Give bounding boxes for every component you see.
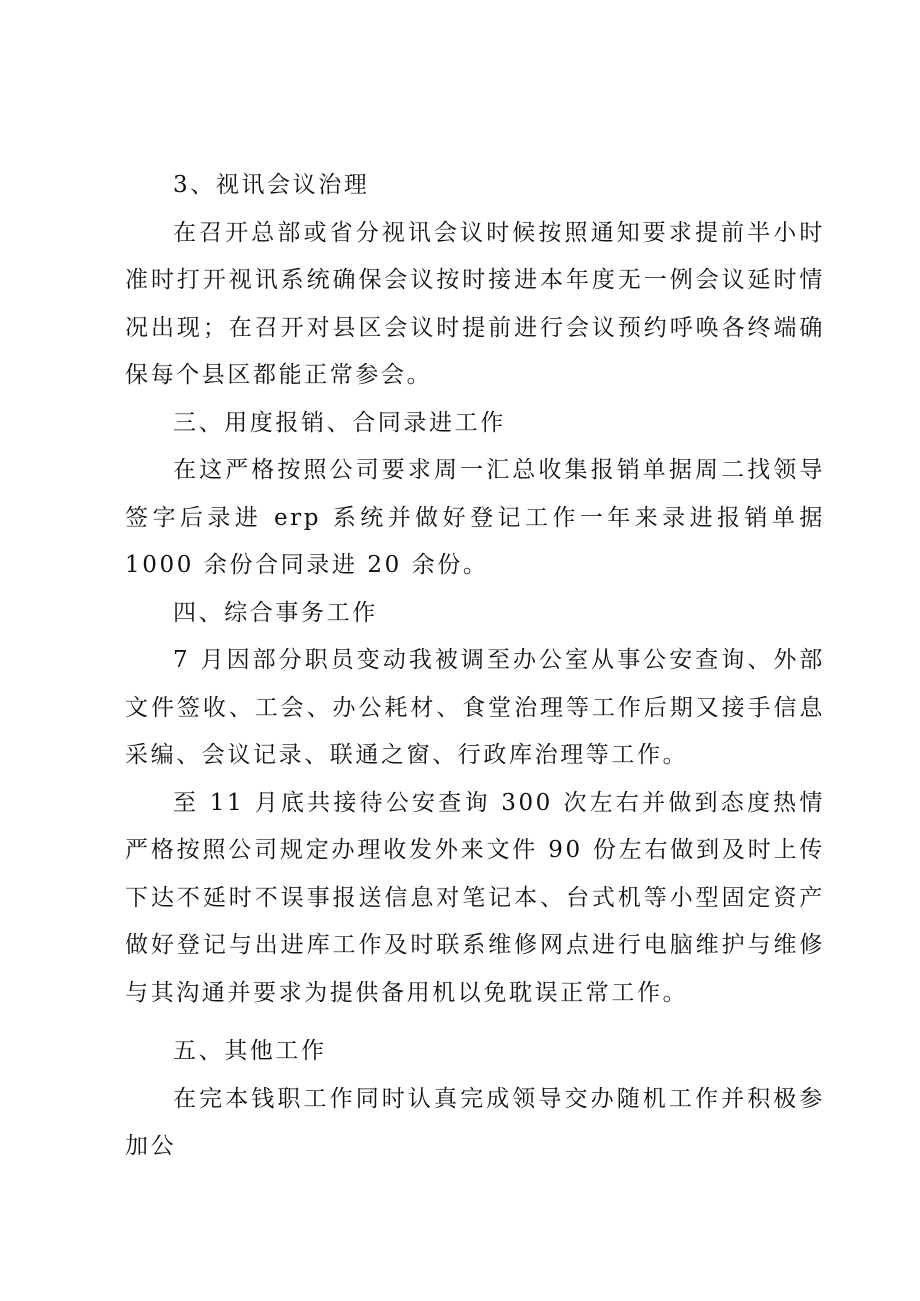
- document-body: [125, 162, 825, 1171]
- paragraph-expense-contract: 在这严格按照公司要求周一汇总收集报销单据周二找领导签字后录进 erp 系统并做好登记工作一年来录进报销单据 1000 余份合同录进 20 余份。: [125, 457, 825, 578]
- section-heading-video-conference: 3、视讯会议治理: [173, 172, 370, 198]
- section-heading-expense-contract: 三、用度报销、合同录进工作: [173, 409, 506, 436]
- paragraph-police-inquiries: 至 11 月底共接待公安查询 300 次左右并做到态度热情严格按照公司规定办理收发外来文件 90 份左右做到及时上传下达不延时不误事报送信息对笔记本、台式机等小型固定资产做好登记与出进库工作及时联系维修网点进行电脑维护与维修与其沟通并要求为提供备用机以免耽误正常工作。: [125, 789, 825, 1006]
- paragraph-video-conference: 在召开总部或省分视讯会议时候按照通知要求提前半小时准时打开视讯系统确保会议按时接进本年度无一例会议延时情况出现；在召开对县区会议时提前进行会议预约呼唤各终端确保每个县区都能正常参会。: [125, 219, 825, 388]
- paragraph-other-work: 在完本钱职工作同时认真完成领导交办随机工作并积极参加公: [125, 1085, 825, 1159]
- paragraph-general-affairs: 7 月因部分职员变动我被调至办公室从事公安查询、外部文件签收、工会、办公耗材、食堂治理等工作后期又接手信息采编、会议记录、联通之窗、行政库治理等工作。: [125, 647, 825, 768]
- spacer: [125, 1017, 825, 1028]
- section-heading-other-work: 五、其他工作: [173, 1038, 327, 1064]
- section-heading-general-affairs: 四、综合事务工作: [173, 599, 378, 626]
